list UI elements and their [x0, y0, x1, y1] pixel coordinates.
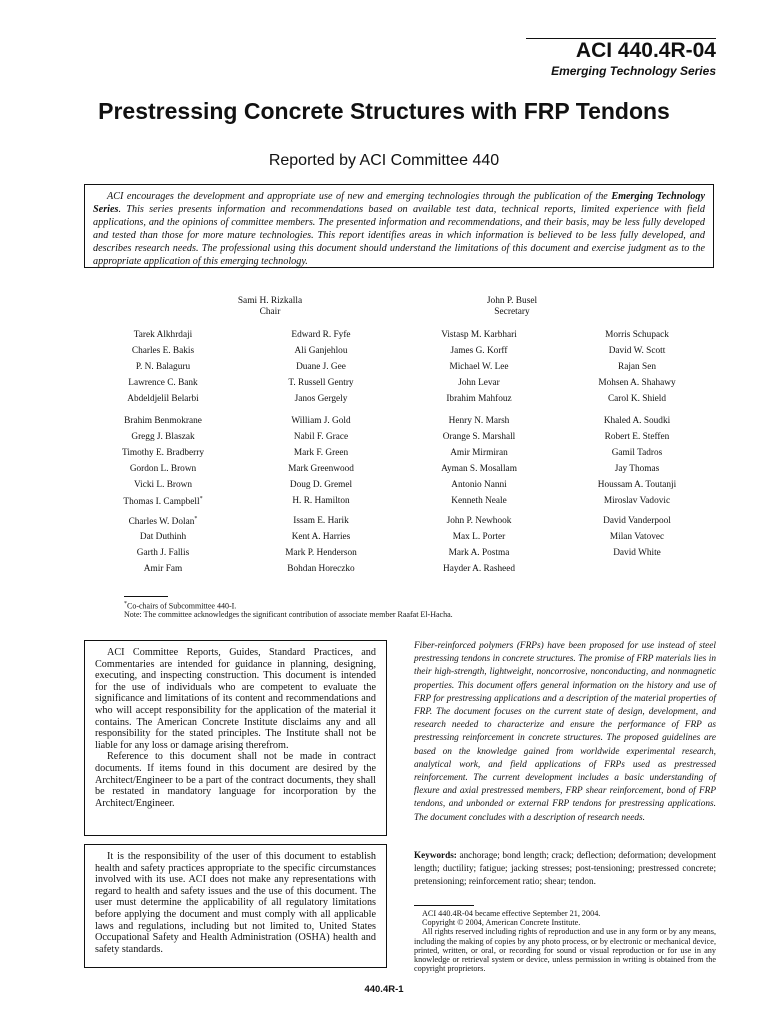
committee-member: James G. Korff: [450, 346, 508, 356]
committee-member: Tarek Alkhrdaji: [133, 330, 193, 340]
footnote-rule: [124, 596, 168, 597]
effective-date: ACI 440.4R-04 became effective September 21, 2004.: [422, 909, 601, 918]
secretary-name: John P. Busel: [486, 296, 538, 306]
committee-member: Doug D. Gremel: [289, 480, 353, 490]
committee-chair: [210, 296, 330, 318]
committee-member: Robert E. Steffen: [604, 432, 670, 442]
committee-member: Gamil Tadros: [611, 448, 663, 458]
copyright-rule: [414, 905, 474, 906]
committee-member: Gregg J. Blaszak: [131, 432, 195, 442]
committee-member: Vistasp M. Karbhari: [441, 330, 517, 340]
committee-member: Mark F. Green: [293, 448, 349, 458]
committee-member: Timothy E. Bradberry: [121, 448, 205, 458]
chair-role: Chair: [259, 307, 281, 317]
committee-member: Mohsen A. Shahawy: [598, 378, 676, 388]
committee-member: Charles E. Bakis: [131, 346, 195, 356]
committee-member: Ali Ganjehlou: [294, 346, 348, 356]
committee-member: H. R. Hamilton: [292, 496, 350, 506]
committee-member: Abdeldjelil Belarbi: [127, 394, 199, 404]
committee-member: Lawrence C. Bank: [128, 378, 198, 388]
committee-member: Mark Greenwood: [288, 464, 354, 474]
committee-secretary: [452, 296, 572, 318]
committee-member: Bohdan Horeczko: [287, 564, 355, 574]
copyright-notice: [414, 909, 716, 973]
series-name: Emerging Technology Series: [551, 64, 716, 78]
committee-member: Ibrahim Mahfouz: [446, 394, 512, 404]
committee-member: Antonio Nanni: [451, 480, 507, 490]
copyright-line: Copyright © 2004, American Concrete Institute.: [422, 918, 581, 928]
committee-member: Orange S. Marshall: [442, 432, 516, 442]
keywords-label: Keywords:: [414, 850, 457, 860]
disclaimer-paragraph-2: Reference to this document shall not be made in contract documents. If items found in this document are desired by the Architect/Engineer to be a part of the contract documents, they shall be restated in mandatory language for incorporation by the Architect/Engineer.: [95, 751, 376, 809]
document-number: ACI 440.4R-04: [575, 39, 716, 62]
notice-text-1: ACI encourages the development and appropriate use of new and emerging technologies through the publication of the: [107, 191, 612, 202]
disclaimer-paragraph-1: ACI Committee Reports, Guides, Standard Practices, and Commentaries are intended for guidance in planning, designing, executing, and inspecting construction. This document is intended for the use of individuals who are competent to evaluate the significance and limitations of its content and recommendations and who will accept responsibility for the application of the material it contains. The American Concrete Institute disclaims any and all responsibility for the stated principles. The Institute shall not be liable for any loss or damage arising therefrom.: [95, 647, 376, 751]
committee-member: Brahim Benmokrane: [124, 416, 202, 426]
committee-member: Amir Fam: [143, 564, 183, 574]
committee-member: Nabil F. Grace: [293, 432, 349, 442]
footnote-cochairs-text: Co-chairs of Subcommittee 440-I.: [127, 601, 237, 611]
committee-member: Max L. Porter: [452, 532, 506, 542]
document-title: Prestressing Concrete Structures with FRP Tendons: [98, 98, 670, 124]
committee-member: Morris Schupack: [605, 330, 669, 340]
committee-member: Houssam A. Toutanji: [597, 480, 677, 490]
committee-member: William J. Gold: [291, 416, 351, 426]
footnote-acknowledgment: Note: The committee acknowledges the significant contribution of associate member Raafat El-Hacha.: [124, 610, 453, 619]
committee-member: Hayder A. Rasheed: [442, 564, 516, 574]
chair-name: Sami H. Rizkalla: [237, 296, 303, 306]
committee-member: David Vanderpool: [603, 516, 671, 526]
committee-member: Thomas I. Campbell*: [123, 496, 203, 508]
committee-member: P. N. Balaguru: [135, 362, 191, 372]
secretary-role: Secretary: [494, 307, 530, 317]
committee-member: Miroslav Vadovic: [603, 496, 671, 506]
committee-member: Vicki L. Brown: [133, 480, 193, 490]
committee-member: Edward R. Fyfe: [291, 330, 351, 340]
committee-member: Khaled A. Soudki: [603, 416, 671, 426]
committee-member: David W. Scott: [608, 346, 666, 356]
safety-responsibility-notice: [84, 844, 387, 968]
committee-member: Duane J. Gee: [296, 362, 346, 372]
committee-member: Garth J. Fallis: [136, 548, 190, 558]
responsibility-paragraph: It is the responsibility of the user of this document to establish health and safety practices appropriate to the specific circumstances involved with its use. ACI does not make any representations with regard to health and safety issues and the use of this document. The user must determine the applicability of all regulatory limitations before applying the document and must comply with all applicable laws and regulations, including but not limited to, United States Occupational Safety and Health Administration (OSHA) health and safety standards.: [95, 851, 376, 955]
committee-member: Ayman S. Mosallam: [441, 464, 517, 474]
committee-member: Henry N. Marsh: [448, 416, 510, 426]
committee-member: Mark P. Henderson: [285, 548, 357, 558]
committee-member: Michael W. Lee: [449, 362, 509, 372]
page-number: 440.4R-1: [364, 984, 404, 995]
notice-text-2: . This series presents information and recommendations based on available test data, technical reports, limited experience with field applications, and the opinions of committee members. The presented information and recommendations, and their basis, may be less fully developed and tested than those for more mature technologies. This report identifies areas in which information is believed to be less fully developed, and describes research needs. The professional using this document should understand the limitations of this document and exercise judgment as to the appropriate application of this emerging technology.: [93, 204, 705, 267]
committee-member: Jay Thomas: [614, 464, 660, 474]
committee-member: Rajan Sen: [618, 362, 656, 372]
abstract: Fiber-reinforced polymers (FRPs) have been proposed for use instead of steel prestressing tendons in concrete structures. The promise of FRP materials lies in their high-strength, lightweight, noncorrosive, nonconducting, and nonmagnetic properties. This document offers general information on the history and use of FRP for prestressing applications and a description of the material properties of FRP. The document focuses on the current state of design, development, and research needed to characterize and ensure the performance of FRP as prestressing reinforcement in concrete structures. The proposed guidelines are based on the knowledge gained from worldwide experimental research, analytical work, and field applications of FRPs used as prestressed reinforcement. The current development includes a basic understanding of flexure and axial prestressed members, FRP shear reinforcement, bond of FRP tendons, and unbonded or external FRP tendons for prestressing applications. The document concludes with a description of research needs.: [414, 641, 716, 823]
committee-member: Gordon L. Brown: [129, 464, 197, 474]
committee-member: Mark A. Postma: [448, 548, 510, 558]
committee-member: Amir Mirmiran: [450, 448, 508, 458]
emerging-technology-notice: [84, 184, 714, 268]
committee-member: Kent A. Harries: [291, 532, 351, 542]
committee-member: Charles W. Dolan*: [128, 516, 198, 528]
keywords-text: anchorage; bond length; crack; deflection; deformation; development length; ductility; fatigue; jacking stresses; post-tensioning; prestressed concrete; pretensioning; reinforcement ratio; shear; tendon.: [414, 850, 716, 886]
notice-series-name: Emerging Technology Series: [93, 191, 705, 215]
committee-member: John P. Newhook: [446, 516, 512, 526]
committee-member: Kenneth Neale: [451, 496, 507, 506]
footnote-cochairs: *Co-chairs of Subcommittee 440-I.: [124, 601, 237, 611]
rights-reserved: All rights reserved including rights of reproduction and use in any form or by any means, including the making of copies by any photo process, or by electronic or mechanical device, printed, written, or oral, or recording for sound or visual reproduction or for use in any knowledge or retrieval system or device, unless permission in writing is obtained from the copyright proprietors.: [414, 927, 716, 974]
reported-by: Reported by ACI Committee 440: [268, 152, 500, 169]
committee-member: Issam E. Harik: [293, 516, 349, 526]
committee-member: Carol K. Shield: [607, 394, 667, 404]
aci-reports-disclaimer: [84, 640, 387, 836]
committee-member: T. Russell Gentry: [288, 378, 354, 388]
keywords: [414, 849, 716, 888]
committee-member: Dat Duthinh: [139, 532, 187, 542]
committee-member: Milan Vatovec: [609, 532, 665, 542]
committee-member: John Levar: [458, 378, 500, 388]
committee-member: Janos Gergely: [294, 394, 348, 404]
committee-member: David White: [613, 548, 661, 558]
